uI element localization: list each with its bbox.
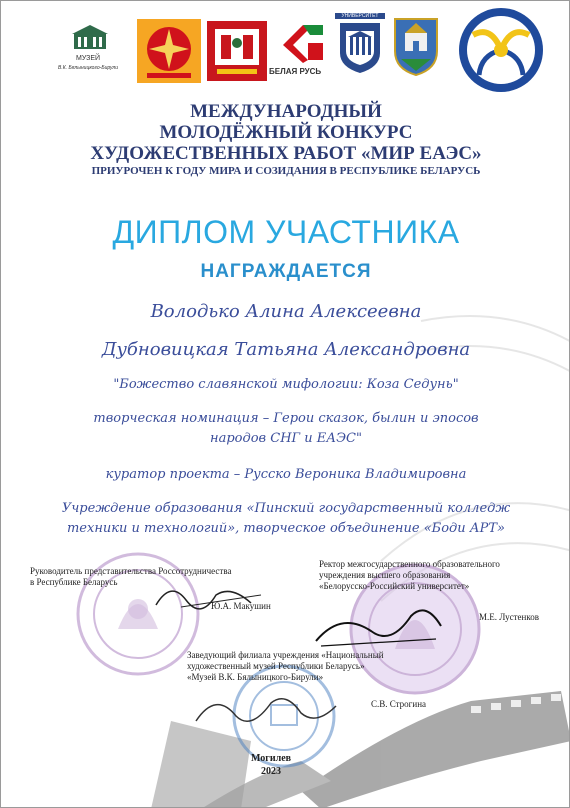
belaya-rus-label: БЕЛАЯ РУСЬ: [269, 67, 322, 76]
museum-logo-title: МУЗЕЙ: [76, 55, 101, 62]
right-position-line-3: «Белорусско-Российский университет»: [319, 581, 470, 591]
curator-line: куратор проекта – Русско Вероника Владимировна: [105, 467, 467, 482]
institution-line-1: Учреждение образования «Пинский государственный колледж: [61, 501, 511, 516]
footer-city: Могилев: [250, 753, 292, 764]
diploma-title: ДИПЛОМ УЧАСТНИКА: [112, 214, 460, 250]
university-banner: УНИВЕРСИТЕТ: [335, 13, 385, 19]
participant-name-1: Володько Алина Алексеевна: [150, 301, 422, 322]
header-line-2: МОЛОДЁЖНЫЙ КОНКУРС: [159, 122, 413, 143]
center-position-line-3: «Музей В.К. Бялыницкого-Бирули»: [187, 672, 324, 682]
footer-year: 2023: [261, 766, 281, 777]
cis-emblem-logo: [451, 5, 551, 95]
festival-logo: [207, 21, 267, 81]
left-position-line-2: в Республике Беларусь: [30, 577, 118, 587]
institution-line-2: техники и технологий», творческое объединение «Боди АРТ»: [66, 521, 505, 536]
header-line-3: ХУДОЖЕСТВЕННЫХ РАБОТ «МИР ЕАЭС»: [90, 143, 482, 164]
awarded-label: НАГРАЖДАЕТСЯ: [200, 261, 372, 282]
work-title: "Божество славянской мифологии: Коза Седунь": [113, 377, 459, 392]
left-signatory-name: Ю.А. Макушин: [211, 601, 271, 611]
center-signatory-name: С.В. Строгина: [371, 699, 427, 709]
museum-logo: [58, 25, 119, 81]
coat-of-arms-logo: [391, 15, 441, 77]
header-line-1: МЕЖДУНАРОДНЫЙ: [190, 101, 382, 122]
left-signatory-position: [30, 566, 231, 588]
ornament-logo: [137, 19, 201, 83]
center-position-line-2: художественный музей Республики Беларусь»: [187, 661, 365, 671]
center-signatory-position: [187, 650, 384, 683]
header-subtitle: ПРИУРОЧЕН К ГОДУ МИРА И СОЗИДАНИЯ В РЕСПУБЛИКЕ БЕЛАРУСЬ: [91, 165, 481, 177]
belaya-rus-emblem-icon: [278, 15, 328, 63]
signature-right-image: [311, 601, 451, 651]
right-position-line-2: учреждения высшего образования: [319, 570, 451, 580]
university-logo: [337, 13, 383, 75]
museum-building-icon: [72, 25, 108, 51]
nomination-line-1: творческая номинация – Герои сказок, былин и эпосов: [93, 411, 479, 426]
museum-logo-caption: В.К. Бялыницкого-Бирули: [58, 65, 119, 71]
center-position-line-1: Заведующий филиала учреждения «Национальный: [187, 650, 384, 660]
logos-row: [1, 1, 570, 101]
university-shield-icon: [338, 21, 382, 73]
right-position-line-1: Ректор межгосударственного образовательного: [319, 559, 500, 569]
right-signatory-position: [319, 559, 500, 592]
signature-center-image: [191, 691, 341, 731]
left-position-line-1: Руководитель представительства Россотрудничества: [30, 566, 232, 576]
participant-name-2: Дубновицкая Татьяна Александровна: [101, 339, 471, 360]
belaya-rus-logo: [271, 15, 335, 83]
nomination-line-2: народов СНГ и ЕАЭС": [210, 431, 362, 446]
right-signatory-name: М.Е. Лустенков: [479, 612, 540, 622]
